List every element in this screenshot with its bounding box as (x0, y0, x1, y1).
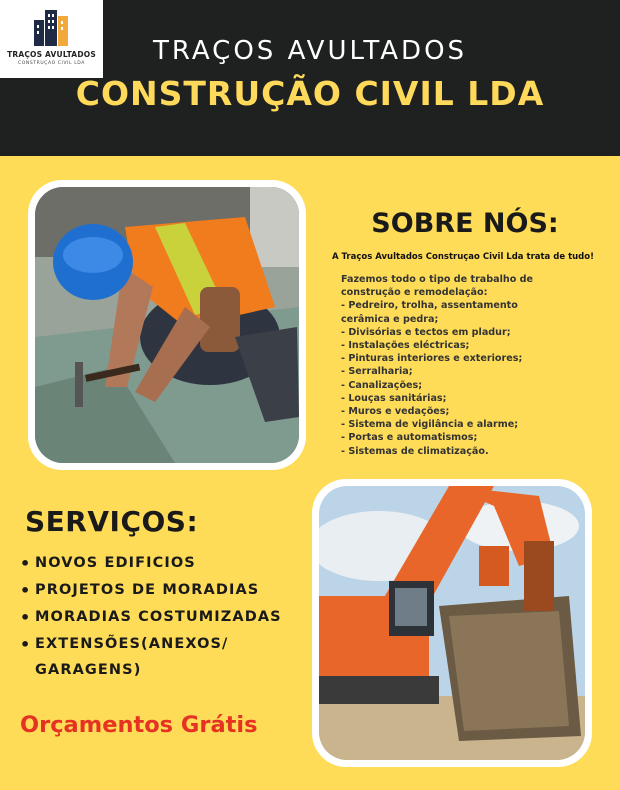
header-banner (0, 0, 620, 156)
excavator-image (319, 486, 585, 760)
about-line: - Serralharia; (341, 366, 413, 378)
about-line: - Sistemas de climatização. (341, 445, 489, 457)
about-line: cerâmica e pedra; (341, 313, 439, 325)
service-item: • NOVOS EDIFICIOS (20, 550, 305, 577)
about-line: construção e remodelação: (341, 287, 488, 299)
logo-name: TRAÇOS AVULTADOS (7, 50, 96, 59)
service-item-continuation: GARAGENS) (35, 662, 142, 678)
about-line: - Muros e vedações; (341, 406, 450, 418)
service-item: • PROJETOS DE MORADIAS (20, 577, 305, 604)
about-title: SOBRE NÓS: (371, 208, 559, 239)
about-line: - Louças sanitárias; (341, 392, 447, 404)
services-list (20, 550, 305, 684)
about-line: - Canalizações; (341, 379, 423, 391)
about-line: - Pinturas interiores e exteriores; (341, 353, 523, 365)
about-line: - Divisórias e tectos em pladur; (341, 326, 511, 338)
worker-photo (28, 180, 306, 470)
company-name-line1: TRAÇOS AVULTADOS (152, 36, 468, 66)
about-line: - Sistema de vigilância e alarme; (341, 419, 519, 431)
company-name-line2: CONSTRUÇÃO CIVIL LDA (75, 74, 545, 113)
construction-worker-image (35, 187, 299, 463)
about-line: - Instalações eléctricas; (341, 340, 470, 352)
about-lead: A Traços Avultados Construçao Civil Lda trata de tudo! (332, 252, 594, 262)
about-line: - Pedreiro, trolha, assentamento (341, 300, 518, 312)
about-body (341, 273, 603, 458)
free-quotes-label: Orçamentos Grátis (20, 712, 258, 738)
excavator-photo (312, 479, 592, 767)
logo-tagline: CONSTRUÇAO CIVIL LDA (18, 61, 85, 66)
building-logo-icon (30, 4, 74, 48)
service-item: • MORADIAS COSTUMIZADAS (20, 604, 305, 631)
about-line: - Portas e automatismos; (341, 432, 478, 444)
service-item: • EXTENSÕES(ANEXOS/ (20, 631, 305, 658)
about-line: Fazemos todo o tipo de trabalho de (341, 274, 534, 285)
services-title: SERVIÇOS: (25, 505, 199, 538)
logo[interactable] (0, 0, 103, 78)
